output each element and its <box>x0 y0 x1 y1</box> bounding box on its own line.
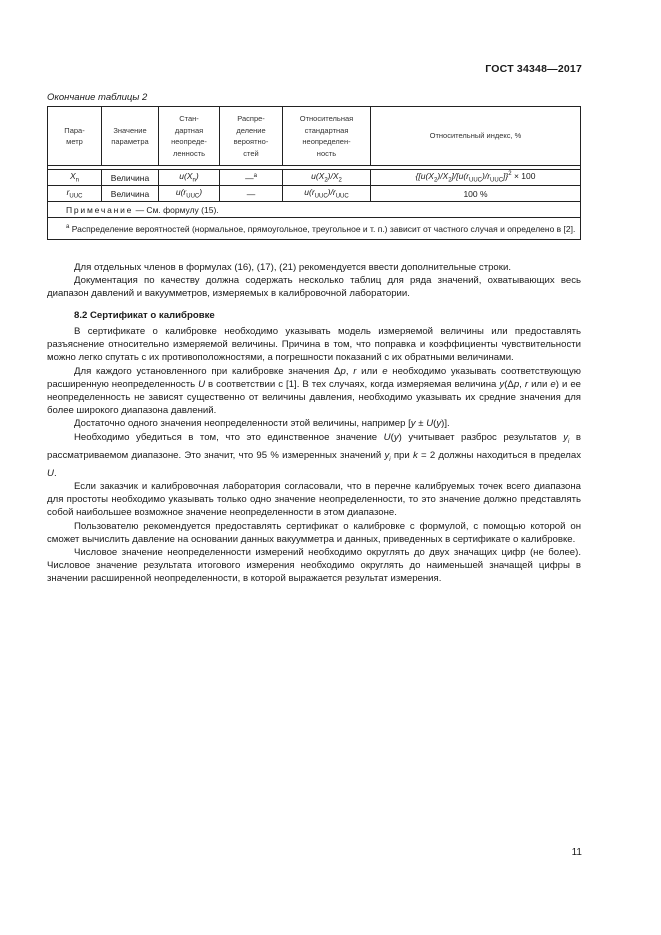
text-run: Для каждого установленного при калибровке значения Δ <box>74 365 341 377</box>
rel-unc-a: u(r <box>304 187 315 198</box>
param-subscript: UUC <box>69 193 83 200</box>
rel-unc-b: )/X <box>327 171 339 182</box>
index-b: )/X <box>437 171 449 182</box>
var: U <box>426 418 434 430</box>
cell-value: Величина <box>102 186 159 202</box>
paragraph: Пользователю рекомендуется предоставлять сертификат о калибровке с формулой, с помощью которой он сможет вычислить давление на основании данных вакуумметра и данных, приведенных в сертификате о калибровке. <box>47 520 581 545</box>
text-run: , <box>519 378 525 390</box>
cell-std-unc <box>159 186 220 202</box>
var-sub: i <box>389 456 391 463</box>
rel-unc-sub2: 2 <box>338 177 342 184</box>
table-row <box>48 186 581 202</box>
index-sub2: 2 <box>448 177 452 184</box>
footnote-ref: a <box>253 172 257 179</box>
paragraph: Числовое значение неопределенности измерений необходимо округлять до двух значащих цифр (не более). Числовое значение результата итогового измерения необходимо округлять до наименьшей значащей цифры в значении расширенной неопределенности, в которой выражается результат измерения. <box>47 547 581 585</box>
var: U <box>47 467 54 479</box>
rel-unc-b: )/r <box>327 187 336 198</box>
index-sub1: 2 <box>433 177 438 184</box>
table-caption: Окончание таблицы 2 <box>47 92 148 103</box>
text-run: в соответствии с [1]. В тех случаях, когда измеряемая величина <box>205 378 500 390</box>
var: y <box>393 431 399 443</box>
index-sub4: UUC <box>490 177 504 184</box>
note-text: — См. формулу (15). <box>133 204 219 215</box>
text-run: (Δ <box>504 378 514 390</box>
col-header-param <box>48 107 102 166</box>
col-header-param-label: Пара- метр <box>64 125 85 146</box>
text-run: в рассматриваемом диапазоне. Это значит, что 95 % измеренных значений <box>47 431 581 461</box>
cell-distribution <box>220 170 283 186</box>
index-d: )/r <box>482 171 491 182</box>
footnote-text: Распределение вероятностей (нормальное, прямоугольное, треугольное и т. п.) зависит от частного случая и определено в [2]. <box>69 223 576 234</box>
text-run: ) учитывает разброс результатов <box>398 431 564 443</box>
paragraph: В сертификате о калибровке необходимо указывать модель измеряемой величины или предоставлять разъяснение относительно измеряемой величины. Причина в том, что поправка и коэффициенты чувствительности можно легко спутать с их противоположностями, а погрешности показаний с их обратными величинами. <box>47 326 581 364</box>
var: e <box>550 378 556 390</box>
col-header-index-label: Относительный индекс, % <box>429 131 522 141</box>
var: r <box>524 378 529 390</box>
var: y <box>410 418 416 430</box>
table-header-row <box>48 107 581 166</box>
col-header-std-unc <box>159 107 220 166</box>
cell-index <box>371 170 581 186</box>
text-run: необходимо указывать соответствующую расширенную неопределенность <box>47 365 581 390</box>
paragraph <box>47 417 581 430</box>
col-header-rel-unc-label: Относительная стандартная неопределен- ность <box>299 114 354 158</box>
var: U <box>198 378 206 390</box>
cell-param <box>48 186 102 202</box>
cell-param <box>48 170 102 186</box>
footnote-mark: a <box>66 224 70 230</box>
col-header-index <box>371 107 581 166</box>
var: r <box>353 365 357 377</box>
std-unc-expr: u(X <box>179 171 193 182</box>
std-unc-sub: UUC <box>186 193 200 200</box>
table-note-row <box>48 202 581 218</box>
param-symbol: X <box>69 171 76 182</box>
index-sup: 2 <box>508 171 512 178</box>
col-header-value <box>102 107 159 166</box>
cell-std-unc <box>159 170 220 186</box>
col-header-distribution <box>220 107 283 166</box>
paragraph: Для отдельных членов в формулах (16), (17), (21) рекомендуется ввести дополнительные строки. <box>74 262 511 273</box>
table-footnote-row <box>48 218 581 240</box>
text-run: = 2 должны находиться в пределах <box>417 449 581 461</box>
text-run: при <box>390 449 413 461</box>
std-unc-tail: ) <box>199 187 203 198</box>
col-header-rel-unc <box>283 107 371 166</box>
param-symbol: r <box>66 187 70 198</box>
table-row <box>48 170 581 186</box>
index-c: ]/[u(r <box>451 171 470 182</box>
rel-unc-sub1: 2 <box>324 177 328 184</box>
rel-unc-a: u(X <box>311 171 325 182</box>
top-paragraphs <box>47 261 581 301</box>
paragraph: Документация по качеству должна содержать несколько таблиц для ряда значений, охватывающих весь диапазон давлений и вакуумметров, измеряемых в калибровочной лаборатории. <box>47 275 581 300</box>
page-number: 11 <box>571 847 582 858</box>
standard-code: ГОСТ 34348—2017 <box>485 63 582 75</box>
section-heading: 8.2 Сертификат о калибровке <box>74 310 215 321</box>
cell-rel-unc <box>283 186 371 202</box>
text-run: ( <box>390 431 394 443</box>
col-header-value-label: Значение параметра <box>111 125 149 146</box>
var: U <box>383 431 391 443</box>
index-a: {[u(X <box>415 171 434 182</box>
distribution-dash: — <box>245 172 254 183</box>
cell-distribution: — <box>220 186 283 202</box>
text-run: или <box>356 365 383 377</box>
param-subscript: n <box>75 177 79 184</box>
paragraph <box>47 365 581 418</box>
text-run: . <box>53 467 57 479</box>
std-unc-expr: u(r <box>175 187 187 198</box>
var: p <box>340 365 346 377</box>
parameters-table <box>47 106 581 240</box>
rel-unc-sub2: UUC <box>335 193 349 200</box>
var: y <box>563 431 569 443</box>
table-footnote <box>48 218 581 240</box>
cell-rel-unc <box>283 170 371 186</box>
var: k <box>412 449 418 461</box>
text-run: , <box>345 365 354 377</box>
col-header-std-unc-label: Стан- дартная неопреде- ленность <box>171 114 207 158</box>
text-run: или <box>528 378 551 390</box>
section-body <box>47 325 581 586</box>
var: y <box>436 418 442 430</box>
var: y <box>384 449 390 461</box>
text-run: )]. <box>441 418 450 430</box>
cell-value: Величина <box>102 170 159 186</box>
text-run: ± <box>415 418 427 430</box>
index-e: ]} <box>503 171 509 182</box>
var: p <box>513 378 520 390</box>
index-sub3: UUC <box>469 177 483 184</box>
text-run: Достаточно одного значения неопределенности этой величины, например [ <box>74 418 411 430</box>
text-run: ) и ее неопределенность не зависят существенно от величины давления, необходимо указывать их средние значения для более широкого диапазона давлений. <box>47 378 581 417</box>
paragraph <box>47 431 581 480</box>
std-unc-sub: n <box>192 177 196 184</box>
text-run: ( <box>433 418 437 430</box>
text-run: Необходимо убедиться в том, что это единственное значение <box>74 431 384 443</box>
paragraph: Если заказчик и калибровочная лаборатория согласовали, что в перечне калибруемых точек всего диапазона для простоты необходимо указывать только одно значение неопределенности, то это значение должно представлять собой наибольшее возможное значение неопределенности в этом диапазоне. <box>47 481 581 519</box>
table-note <box>48 202 581 218</box>
var-sub: i <box>568 438 570 445</box>
cell-index: 100 % <box>371 186 581 202</box>
var: y <box>499 378 505 390</box>
rel-unc-sub1: UUC <box>314 193 328 200</box>
var: e <box>382 365 388 377</box>
col-header-distribution-label: Распре- деление вероятно- стей <box>233 114 269 158</box>
index-f: × 100 <box>511 171 536 182</box>
note-label: Примечание <box>66 204 134 215</box>
std-unc-tail: ) <box>195 171 199 182</box>
